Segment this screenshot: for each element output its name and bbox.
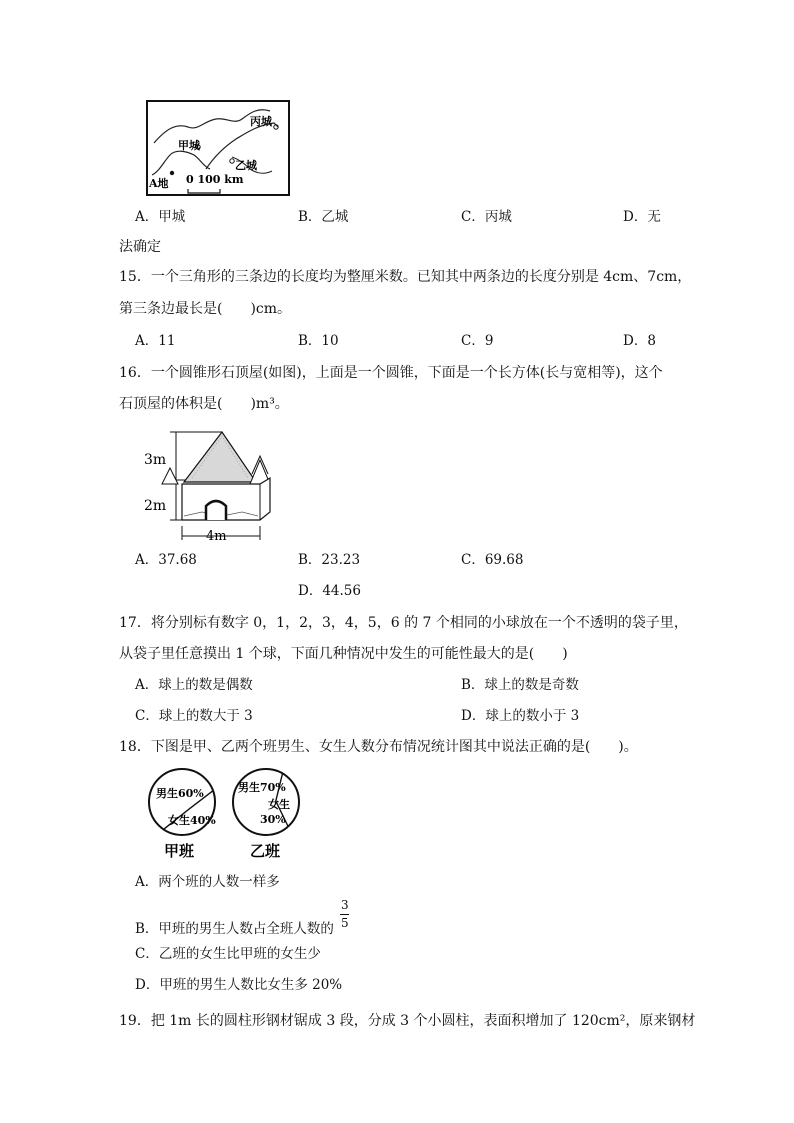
q16-option-c[interactable]: C．69.68 (461, 552, 524, 568)
pie-yi-girls-label-b: 30% (260, 813, 286, 826)
q17-option-a[interactable]: A．球上的数是偶数 (135, 677, 253, 693)
map-figure (146, 99, 292, 198)
stone-house-figure (142, 428, 282, 544)
map-label-yi: 乙城 (235, 159, 257, 172)
q17-option-c[interactable]: C．球上的数大于 3 (135, 708, 253, 724)
q17-stem-line1: 17．将分别标有数字 0，1，2，3，4，5，6 的 7 个相同的小球放在一个不透明的袋子里， (119, 615, 688, 631)
pie-jia-class-label: 甲班 (164, 842, 195, 860)
q17-stem-line2: 从袋子里任意摸出 1 个球，下面几种情况中发生的可能性最大的是( ) (119, 646, 568, 662)
map-label-jia: 甲城 (178, 139, 200, 152)
q15-option-c[interactable]: C．9 (461, 333, 494, 349)
q16-stem-line2: 石顶屋的体积是( )m³。 (119, 396, 289, 412)
house-width-label: 4m (206, 529, 227, 544)
q18-fraction-bar (340, 914, 349, 915)
q16-stem-line1: 16．一个圆锥形石顶屋(如图)，上面是一个圆锥，下面是一个长方体(长与宽相等)，这个 (119, 365, 663, 381)
pie-charts-figure (144, 766, 314, 862)
q19-stem-line1: 19．把 1m 长的圆柱形钢材锯成 3 段，分成 3 个小圆柱，表面积增加了 120cm²，原来钢材 (119, 1013, 696, 1029)
q18-stem-line1: 18．下图是甲、乙两个班男生、女生人数分布情况统计图其中说法正确的是( )。 (119, 739, 638, 755)
pie-jia-girls-label: 女生40% (168, 814, 216, 827)
q16-option-d[interactable]: D．44.56 (298, 583, 361, 599)
house-height-bottom-label: 2m (144, 498, 167, 514)
q15-option-b[interactable]: B．10 (298, 333, 339, 349)
q18-option-a[interactable]: A．两个班的人数一样多 (135, 874, 280, 890)
pie-yi-class-label: 乙班 (250, 842, 281, 860)
q18-option-c[interactable]: C．乙班的女生比甲班的女生少 (135, 946, 321, 962)
q15-option-a[interactable]: A．11 (135, 333, 176, 349)
q15-stem-line1: 15．一个三角形的三条边的长度均为整厘米数。已知其中两条边的长度分别是 4cm、7cm， (119, 269, 692, 285)
q16-option-a[interactable]: A．37.68 (135, 552, 197, 568)
q15-stem-line2: 第三条边最长是( )cm。 (119, 301, 292, 317)
q14-option-d-continued: 法确定 (119, 239, 161, 255)
map-scale-label: 0 100 km (186, 173, 244, 186)
house-height-top-label: 3m (144, 452, 167, 468)
q18-option-d[interactable]: D．甲班的男生人数比女生多 20% (135, 977, 343, 993)
q15-option-d[interactable]: D．8 (623, 333, 656, 349)
pie-jia-boys-label: 男生60% (156, 787, 204, 800)
pie-yi-girls-label-a: 女生 (268, 798, 290, 811)
map-label-bing: 丙城 (250, 115, 272, 128)
pie-yi-boys-label: 男生70% (238, 781, 286, 794)
q18-fraction-numerator: 3 (341, 898, 349, 912)
q14-option-d[interactable]: D．无 (623, 209, 661, 225)
q18-fraction-denominator: 5 (341, 916, 349, 930)
q14-option-c[interactable]: C．丙城 (461, 209, 512, 225)
map-label-a: A地 (149, 177, 169, 190)
q17-option-d[interactable]: D．球上的数小于 3 (461, 708, 580, 724)
q16-option-b[interactable]: B．23.23 (298, 552, 361, 568)
q14-option-b[interactable]: B．乙城 (298, 209, 349, 225)
q17-option-b[interactable]: B．球上的数是奇数 (461, 677, 579, 693)
q18-option-b[interactable]: B．甲班的男生人数占全班人数的 (135, 921, 334, 937)
q14-option-a[interactable]: A．甲城 (135, 209, 186, 225)
